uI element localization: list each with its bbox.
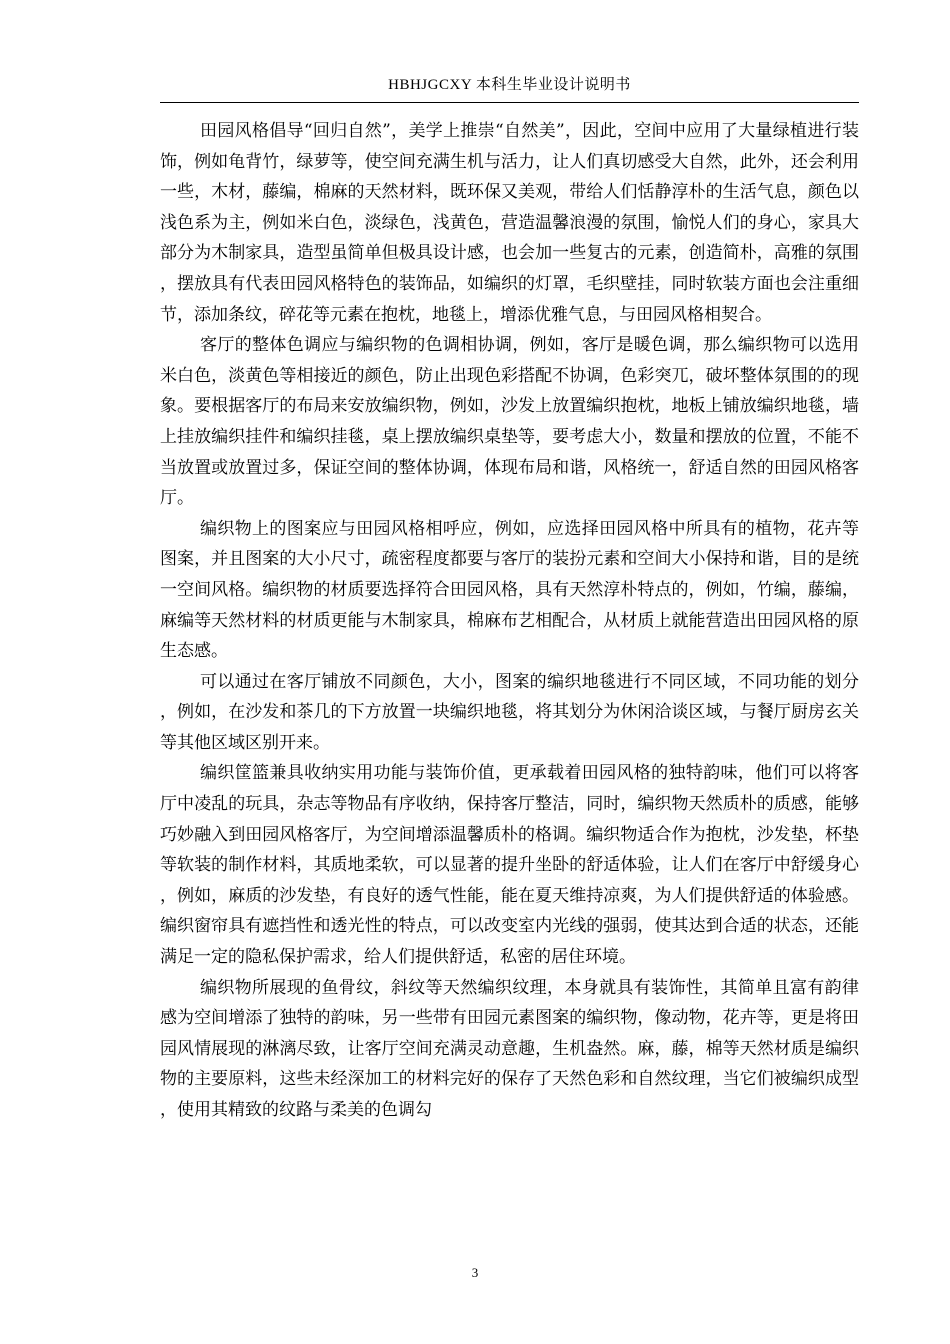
paragraph: 编织物上的图案应与田园风格相呼应，例如，应选择田园风格中所具有的植物，花卉等图案，并且图案的大小尺寸，疏密程度都要与客厅的装扮元素和空间大小保持和谐，目的是统一空间风格。编织物的材质要选择符合田园风格，具有天然淳朴特点的，例如，竹编，藤编，麻编等天然材料的材质更能与木制家具，棉麻布艺相配合，从材质上就能营造出田园风格的原生态感。 — [160, 518, 859, 662]
paragraph: 可以通过在客厅铺放不同颜色，大小，图案的编织地毯进行不同区域，不同功能的划分，例如，在沙发和茶几的下方放置一块编织地毯，将其划分为休闲洽谈区域，与餐厅厨房玄关等其他区域区别开来。 — [160, 671, 859, 753]
page-header — [160, 72, 859, 103]
paragraph: 编织物所展现的鱼骨纹，斜纹等天然编织纹理，本身就具有装饰性，其简单且富有韵律感为空间增添了独特的韵味，另一些带有田园元素图案的编织物，像动物，花卉等，更是将田园风情展现的淋漓尽致，让客厅空间充满灵动意趣，生机盎然。麻，藤，棉等天然材质是编织物的主要原料，这些未经深加工的材料完好的保存了天然色彩和自然纹理，当它们被编织成型，使用其精致的纹路与柔美的色调勾 — [160, 977, 859, 1120]
paragraph: 编织筐篮兼具收纳实用功能与装饰价值，更承载着田园风格的独特韵味，他们可以将客厅中凌乱的玩具，杂志等物品有序收纳，保持客厅整洁，同时，编织物天然质朴的质感，能够巧妙融入到田园风格客厅，为空间增添温馨质朴的格调。编织物适合作为抱枕，沙发垫，杯垫等软装的制作材料，其质地柔软，可以显著的提升坐卧的舒适体验，让人们在客厅中舒缓身心，例如，麻质的沙发垫，有良好的透气性能，能在夏天维持凉爽，为人们提供舒适的体验感。编织窗帘具有遮挡性和透光性的特点，可以改变室内光线的强弱，使其达到合适的状态，还能满足一定的隐私保护需求，给人们提供舒适，私密的居住环境。 — [160, 763, 859, 968]
document-body — [160, 116, 859, 1126]
header-title: HBHJGCXY 本科生毕业设计说明书 — [388, 77, 631, 93]
page-number: 3 — [471, 1265, 479, 1280]
paragraph: 客厅的整体色调应与编织物的色调相协调，例如，客厅是暖色调，那么编织物可以选用米白色，淡黄色等相接近的颜色，防止出现色彩搭配不协调，色彩突兀，破坏整体氛围的的现象。要根据客厅的布局来安放编织物，例如，沙发上放置编织抱枕，地板上铺放编织地毯，墙上挂放编织挂件和编织挂毯，桌上摆放编织桌垫等，要考虑大小，数量和摆放的位置，不能不当放置或放置过多，保证空间的整体协调，体现布局和谐，风格统一，舒适自然的田园风格客厅。 — [160, 335, 859, 509]
paragraph: 田园风格倡导“回归自然”，美学上推崇“自然美”，因此，空间中应用了大量绿植进行装饰，例如龟背竹，绿萝等，使空间充满生机与活力，让人们真切感受大自然，此外，还会利用一些，木材，藤编，棉麻的天然材料，既环保又美观，带给人们恬静淳朴的生活气息，颜色以浅色系为主，例如米白色，淡绿色，浅黄色，营造温馨浪漫的氛围，愉悦人们的身心，家具大部分为木制家具，造型虽简单但极具设计感，也会加一些复古的元素，创造简朴，高雅的氛围，摆放具有代表田园风格特色的装饰品，如编织的灯罩，毛织壁挂，同时软装方面也会注重细节，添加条纹，碎花等元素在抱枕，地毯上，增添优雅气息，与田园风格相契合。 — [160, 121, 859, 325]
